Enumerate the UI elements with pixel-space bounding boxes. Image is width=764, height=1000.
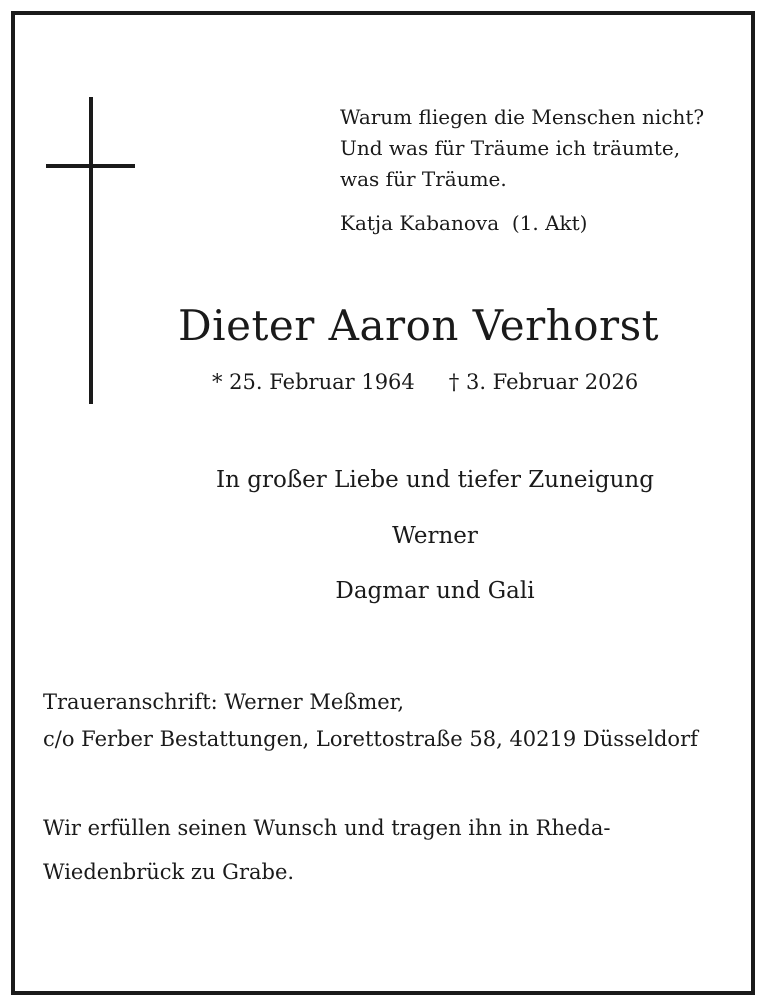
death-date: † 3. Februar 2026 [448, 370, 639, 394]
birth-date: * 25. Februar 1964 [212, 370, 415, 394]
mourners-intro: In großer Liebe und tiefer Zuneigung [216, 467, 654, 493]
mourner-name: Werner [392, 523, 478, 549]
deceased-name: Dieter Aaron Verhorst [178, 301, 660, 350]
quote-block [340, 102, 730, 195]
note-line: Wiedenbrück zu Grabe. [43, 860, 295, 884]
note-line: Wir erfüllen seinen Wunsch und tragen ihn in Rheda- [43, 816, 611, 840]
burial-note [43, 806, 610, 894]
quote-line: Und was für Träume ich träumte, [340, 136, 681, 160]
cross-icon-vertical [89, 97, 93, 404]
address-line: c/o Ferber Bestattungen, Lorettostraße 58, 40219 Düsseldorf [43, 727, 698, 751]
mourner-names: Dagmar und Gali [335, 578, 535, 604]
quote-line: was für Träume. [340, 167, 507, 191]
quote-line: Warum fliegen die Menschen nicht? [340, 105, 705, 129]
quote-source: Katja Kabanova (1. Akt) [340, 211, 588, 235]
life-dates [212, 368, 638, 396]
mourning-address [43, 684, 698, 758]
cross-icon-horizontal [46, 164, 135, 168]
address-line: Traueranschrift: Werner Meßmer, [43, 690, 405, 714]
